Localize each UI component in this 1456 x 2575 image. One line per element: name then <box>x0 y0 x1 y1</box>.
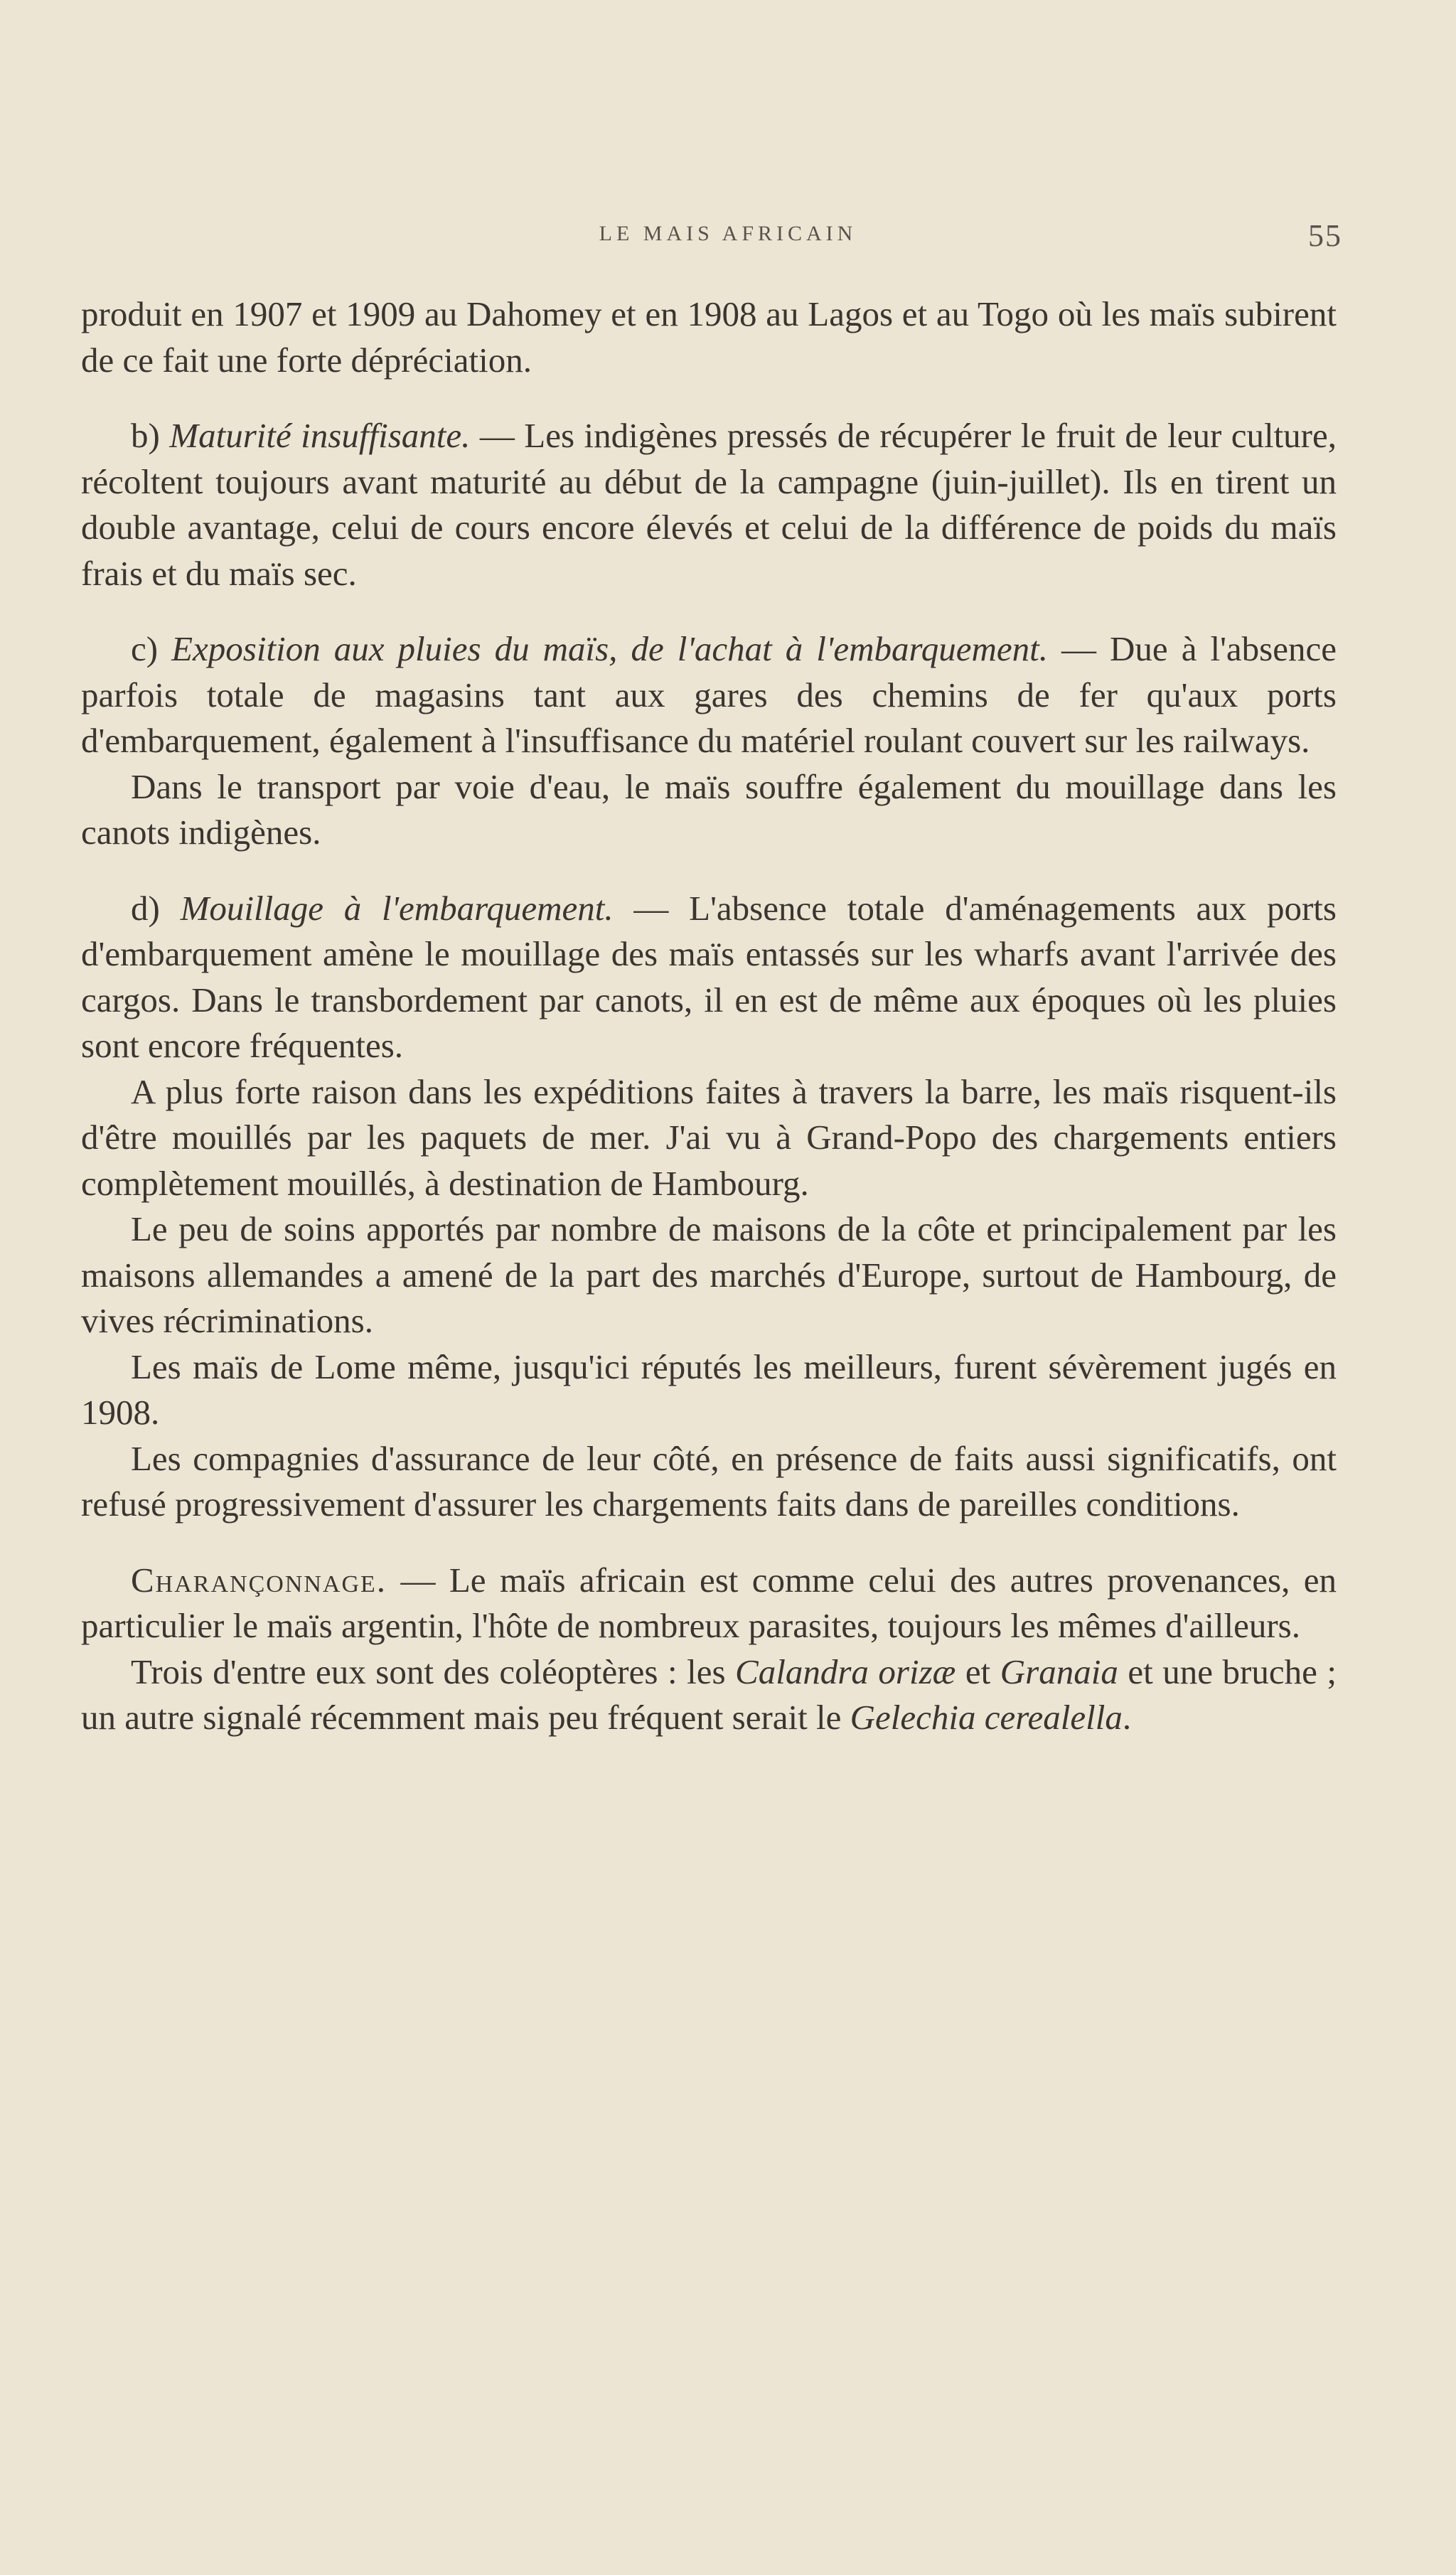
paragraph-assurance: Les compagnies d'assurance de leur côté, en présence de faits aussi significatifs, ont refusé progressivement d'assurer les chargements faits dans de pareilles conditions. <box>81 1438 1337 1524</box>
paragraph-exposition <box>81 626 1337 764</box>
body-text <box>81 291 1337 1741</box>
species-name: Calandra orizæ <box>735 1651 956 1691</box>
paragraph-soins: Le peu de soins apportés par nombre de maisons de la côte et principalement par les maisons allemandes a amené de la part des marchés d'Europe, surtout de Hambourg, de vives récriminations. <box>81 1209 1337 1340</box>
species-name: Granaia <box>1000 1651 1118 1691</box>
text-run: et <box>956 1651 1000 1691</box>
paragraph-transport: Dans le transport par voie d'eau, le maïs souffre également du mouillage dans les canots indigènes. <box>81 766 1337 852</box>
species-name: Gelechia cerealella <box>850 1698 1123 1737</box>
paragraph-coleopteres <box>81 1649 1337 1741</box>
page-number: 55 <box>1308 218 1342 253</box>
text-run: Trois d'entre eux sont des coléoptères : les <box>131 1651 736 1691</box>
text-run: . <box>1122 1698 1132 1737</box>
section-heading-mouillage: Mouillage à l'embarquement. <box>180 888 614 928</box>
paragraph-body: — Les indigènes pressés de récupérer le fruit de leur culture, récoltent toujours avant maturité au début de la campagne (juin-juillet). Ils en tirent un double avantage, celui de cours encore élevés et celui de la différence de poids du maïs frais et du maïs sec. <box>81 416 1337 593</box>
item-letter: b) <box>131 416 170 455</box>
paragraph-body: — Due à l'absence parfois totale de magasins tant aux gares des chemins de fer qu'aux ports d'embarquement, également à l'insuffisance du matériel roulant couvert sur les railways. <box>81 629 1337 760</box>
item-letter: d) <box>131 888 181 928</box>
running-title: LE MAIS AFRICAIN <box>599 222 857 245</box>
paragraph-maturite <box>81 413 1337 596</box>
section-heading-charanconnage: Charançonnage. <box>131 1560 387 1600</box>
paragraph-charanconnage <box>81 1558 1337 1649</box>
item-letter: c) <box>131 629 172 668</box>
paragraph-body: — Le maïs africain est comme celui des autres provenances, en particulier le maïs argentin, l'hôte de nombreux parasites, toujours les mêmes d'ailleurs. <box>81 1560 1337 1645</box>
section-heading-maturite: Maturité insuffisante. <box>169 416 471 455</box>
paragraph-body: — L'absence totale d'aménagements aux ports d'embarquement amène le mouillage des maïs entassés sur les wharfs avant l'arrivée des cargos. Dans le transbordement par canots, il en est de même aux époques où les pluies sont encore fréquentes. <box>81 888 1337 1065</box>
paragraph-lome: Les maïs de Lome même, jusqu'ici réputés les meilleurs, furent sévèrement jugés en 1908. <box>81 1347 1337 1432</box>
text-run: et une bruche ; un autre signalé récemment mais peu fréquent serait le <box>81 1651 1337 1737</box>
paragraph-barre: A plus forte raison dans les expéditions faites à travers la barre, les maïs risquent-ils d'être mouillés par les paquets de mer. J'ai vu à Grand-Popo des chargements entiers complètement mouillés, à destination de Hambourg. <box>81 1071 1337 1203</box>
section-heading-exposition: Exposition aux pluies du maïs, de l'achat à l'embarquement. <box>171 629 1048 668</box>
page-header <box>0 218 1456 257</box>
paragraph-continuation: produit en 1907 et 1909 au Dahomey et en 1908 au Lagos et au Togo où les maïs subirent de ce fait une forte dépréciation. <box>81 294 1337 380</box>
paragraph-mouillage <box>81 886 1337 1069</box>
